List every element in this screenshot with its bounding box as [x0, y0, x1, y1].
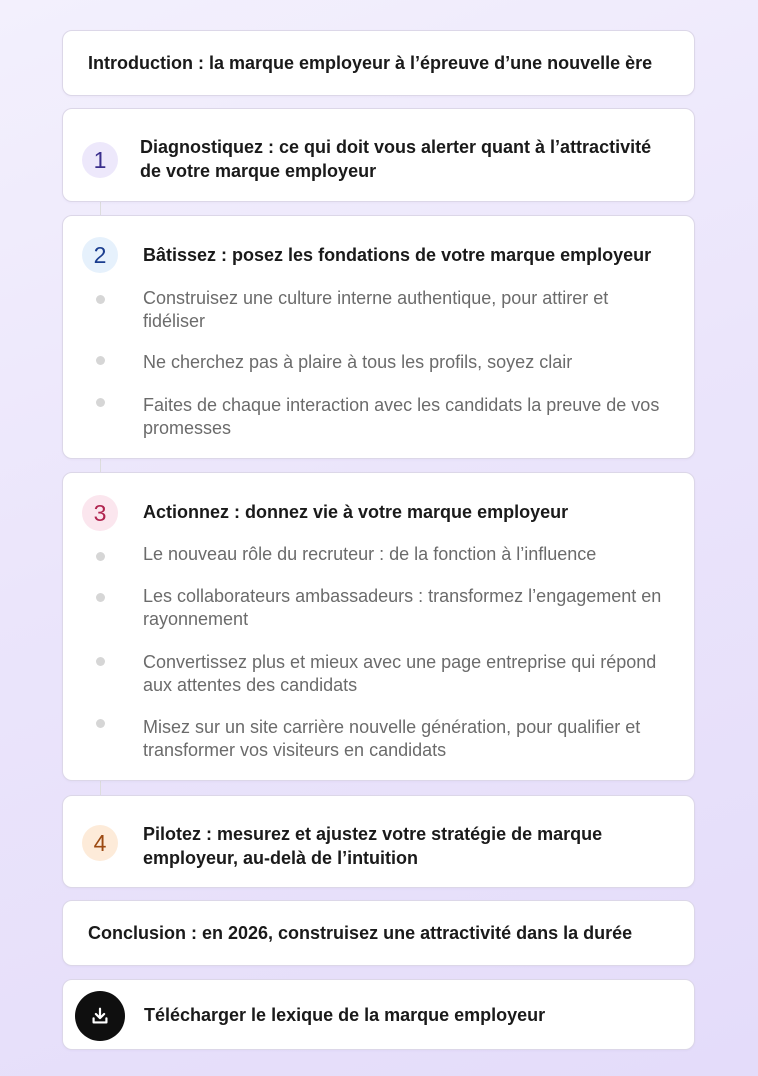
section-4-number-badge: 4 [82, 825, 118, 861]
download-label: Télécharger le lexique de la marque employeur [144, 1005, 546, 1025]
section-2-item-2[interactable]: Ne cherchez pas à plaire à tous les profils, soyez clair [143, 352, 573, 372]
bullet-dot [96, 552, 105, 561]
conclusion-link[interactable] [62, 900, 695, 966]
bullet-dot [96, 356, 105, 365]
bullet-dot [96, 719, 105, 728]
section-4-title: Pilotez : mesurez et ajustez votre stratégie de marque employeur, au-delà de l’intuition [143, 824, 603, 868]
bullet-dot [96, 398, 105, 407]
section-3-item-3[interactable]: Convertissez plus et mieux avec une page entreprise qui répond aux attentes des candidats [143, 652, 657, 695]
section-2-card [62, 215, 695, 459]
section-1-title: Diagnostiquez : ce qui doit vous alerter quant à l’attractivité de votre marque employeur [140, 137, 652, 181]
section-3-card [62, 472, 695, 781]
download-icon [89, 1005, 111, 1027]
section-3-number-badge: 3 [82, 495, 118, 531]
download-lexique-button[interactable] [62, 979, 695, 1050]
section-4-card[interactable] [62, 795, 695, 888]
bullet-dot [96, 593, 105, 602]
download-icon-circle [75, 991, 125, 1041]
section-2-title[interactable]: Bâtissez : posez les fondations de votre marque employeur [143, 245, 652, 265]
section-3-item-2[interactable]: Les collaborateurs ambassadeurs : transformez l’engagement en rayonnement [143, 586, 662, 629]
section-1-number-badge: 1 [82, 142, 118, 178]
section-2-item-3[interactable]: Faites de chaque interaction avec les candidats la preuve de vos promesses [143, 395, 660, 438]
section-2-item-1[interactable]: Construisez une culture interne authentique, pour attirer et fidéliser [143, 288, 609, 331]
section-2-number-badge: 2 [82, 237, 118, 273]
intro-label: Introduction : la marque employeur à l’épreuve d’une nouvelle ère [88, 53, 653, 73]
section-3-item-1[interactable]: Le nouveau rôle du recruteur : de la fonction à l’influence [143, 544, 597, 564]
bullet-dot [96, 295, 105, 304]
bullet-dot [96, 657, 105, 666]
section-3-title[interactable]: Actionnez : donnez vie à votre marque employeur [143, 502, 569, 522]
conclusion-label: Conclusion : en 2026, construisez une attractivité dans la durée [88, 923, 633, 943]
intro-link[interactable] [62, 30, 695, 96]
section-1-card[interactable] [62, 108, 695, 202]
section-3-item-4[interactable]: Misez sur un site carrière nouvelle génération, pour qualifier et transformer vos visiteurs en candidats [143, 717, 641, 760]
